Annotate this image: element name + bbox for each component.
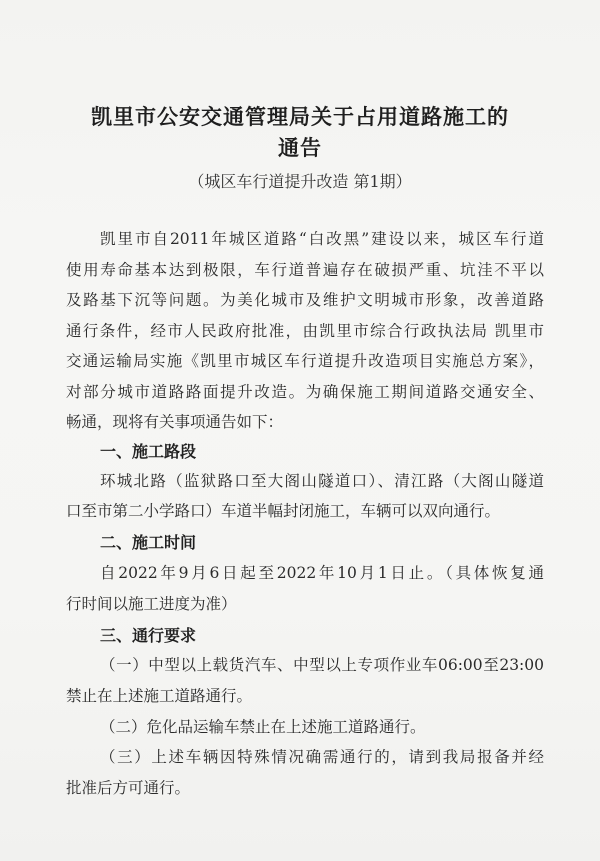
section-line: （三）上述车辆因特殊情况确需通行的，请到我局报备并经 [100, 748, 544, 766]
intro-line: 交通运输局实施《凯里市城区车行道提升改造项目实施总方案》， [66, 352, 544, 370]
intro-line: 及路基下沉等问题。为美化城市及维护文明城市形象，改善道路 [66, 291, 544, 309]
intro-line: 使用寿命基本达到极限，车行道普遍存在破损严重、坑洼不平以 [66, 261, 544, 279]
section-line: 环城北路（监狱路口至大阁山隧道口）、清江路（大阁山隧道 [100, 472, 544, 490]
section-line: 批准后方可通行。 [66, 779, 191, 797]
section-line: （一）中型以上载货汽车、中型以上专项作业车06:00至23:00 [100, 656, 544, 674]
section-line: （二）危化品运输车禁止在上述施工道路通行。 [100, 718, 426, 736]
document-title-line-2: 通告 [278, 135, 322, 160]
document-title-line-1: 凯里市公安交通管理局关于占用道路施工的 [91, 104, 509, 129]
section-line: 禁止在上述施工道路通行。 [66, 687, 253, 705]
intro-line: 畅通，现将有关事项通告如下： [66, 413, 284, 431]
intro-line: 对部分城市道路路面提升改造。为确保施工期间道路交通安全、 [66, 383, 544, 401]
section-heading: 一、施工路段 [100, 442, 197, 461]
document-subtitle: （城区车行道提升改造 第1期） [188, 172, 412, 191]
section-heading: 二、施工时间 [100, 533, 197, 552]
section-line: 口至市第二小学路口）车道半幅封闭施工，车辆可以双向通行。 [66, 502, 501, 520]
section-line: 行时间以施工进度为准） [66, 595, 237, 613]
section-line: 自2022年9月6日起至2022年10月1日止。（具体恢复通 [100, 564, 544, 582]
intro-line: 通行条件，经市人民政府批准，由凯里市综合行政执法局 凯里市 [66, 322, 544, 340]
section-heading: 三、通行要求 [100, 626, 197, 645]
intro-line: 凯里市自2011年城区道路“白改黑”建设以来，城区车行道 [100, 230, 544, 248]
